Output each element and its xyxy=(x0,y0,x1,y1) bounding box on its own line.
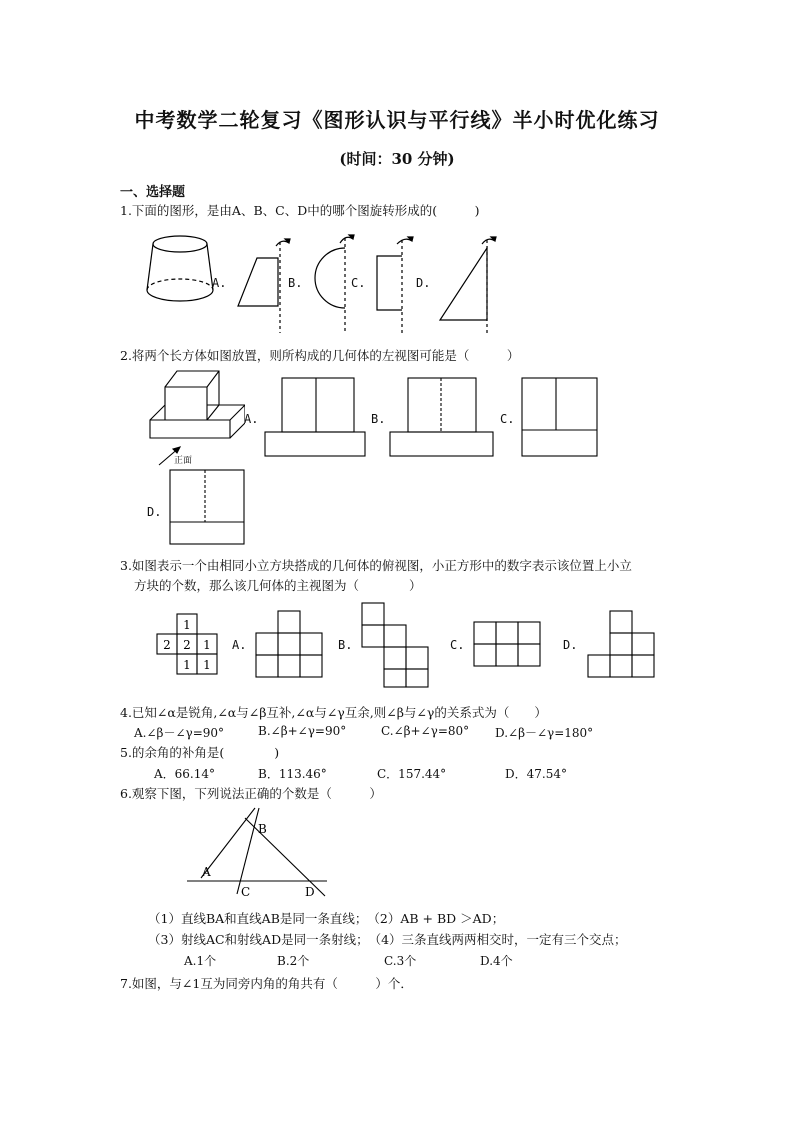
grid-number: 1 xyxy=(183,658,191,672)
q5-option-c: C．157.44° xyxy=(377,767,447,781)
q2-options-figure xyxy=(260,375,600,535)
q1-label-d: D. xyxy=(416,276,431,290)
q2-label-b: B. xyxy=(371,412,386,426)
q1-label-c: C. xyxy=(351,276,366,290)
q6-statement-1-2: （1）直线BA和直线AB是同一条直线； （2）AB + BD ＞AD； xyxy=(148,911,505,926)
q1-figure xyxy=(140,228,510,338)
q2-option-d-figure xyxy=(168,468,248,548)
option-b-shape xyxy=(315,235,354,333)
q5-option-b: B．113.46° xyxy=(258,767,327,781)
q6-option-c: C.3个 xyxy=(384,954,417,968)
section-heading: 一、选择题 xyxy=(120,185,186,200)
q4-option-a: A.∠β－∠γ=90° xyxy=(134,726,225,740)
q4-option-c: C.∠β+∠γ=80° xyxy=(381,724,470,738)
q3-label-c: C. xyxy=(450,638,465,652)
front-label: 正面 xyxy=(174,456,193,466)
q6-lines-figure xyxy=(185,806,335,901)
q1-label-b: B. xyxy=(288,276,303,290)
point-label-c: C xyxy=(241,885,251,899)
q2-solid-figure xyxy=(145,365,245,470)
q2-label-a: A. xyxy=(244,412,259,426)
grid-number: 1 xyxy=(203,638,211,652)
q2-label-d: D. xyxy=(147,505,162,519)
question-3-line2: 方块的个数，那么该几何体的主视图为（ ） xyxy=(134,578,422,593)
point-label-a: A xyxy=(202,865,211,879)
option-c-shape xyxy=(377,237,413,333)
q3-label-b: B. xyxy=(338,638,353,652)
grid-number: 2 xyxy=(163,638,171,652)
question-1: 1.下面的图形，是由A、B、C、D中的哪个图旋转形成的( ) xyxy=(120,203,480,218)
question-2: 2.将两个长方体如图放置，则所构成的几何体的左视图可能是（ ） xyxy=(120,348,520,363)
q5-option-a: A．66.14° xyxy=(154,767,216,781)
point-label-b: B xyxy=(258,822,267,836)
grid-number: 1 xyxy=(203,658,211,672)
question-4: 4.已知∠α是锐角,∠α与∠β互补,∠α与∠γ互余,则∠β与∠γ的关系式为（ ） xyxy=(120,705,547,720)
frustum-solid xyxy=(147,236,213,301)
q6-option-d: D.4个 xyxy=(480,954,513,968)
question-5: 5.的余角的补角是( ) xyxy=(120,745,280,760)
option-a-shape xyxy=(238,239,290,333)
q3-label-a: A. xyxy=(232,638,247,652)
page-title: 中考数学二轮复习《图形认识与平行线》半小时优化练习 xyxy=(134,108,660,132)
question-7: 7.如图，与∠1互为同旁内角的角共有（ ）个． xyxy=(120,976,413,991)
q4-option-b: B.∠β+∠γ=90° xyxy=(258,724,347,738)
question-3-line1: 3.如图表示一个由相同小立方块搭成的几何体的俯视图，小正方形中的数字表示该位置上小立 xyxy=(120,558,632,573)
q2-label-c: C. xyxy=(500,412,515,426)
question-6: 6.观察下图，下列说法正确的个数是（ ） xyxy=(120,786,382,801)
q6-option-b: B.2个 xyxy=(277,954,310,968)
q3-label-d: D. xyxy=(563,638,578,652)
q4-option-d: D.∠β－∠γ=180° xyxy=(495,726,594,740)
point-label-d: D xyxy=(305,885,315,899)
q1-label-a: A. xyxy=(212,276,227,290)
q5-option-d: D．47.54° xyxy=(505,767,567,781)
q6-option-a: A.1个 xyxy=(184,954,217,968)
grid-number: 1 xyxy=(183,618,191,632)
grid-number: 2 xyxy=(183,638,191,652)
option-d-shape xyxy=(440,237,496,333)
q3-top-view-grid xyxy=(155,612,225,678)
page-subtitle: (时间：30 分钟) xyxy=(339,150,455,168)
q6-statement-3-4: （3）射线AC和射线AD是同一条射线； （4）三条直线两两相交时，一定有三个交点； xyxy=(148,932,627,947)
